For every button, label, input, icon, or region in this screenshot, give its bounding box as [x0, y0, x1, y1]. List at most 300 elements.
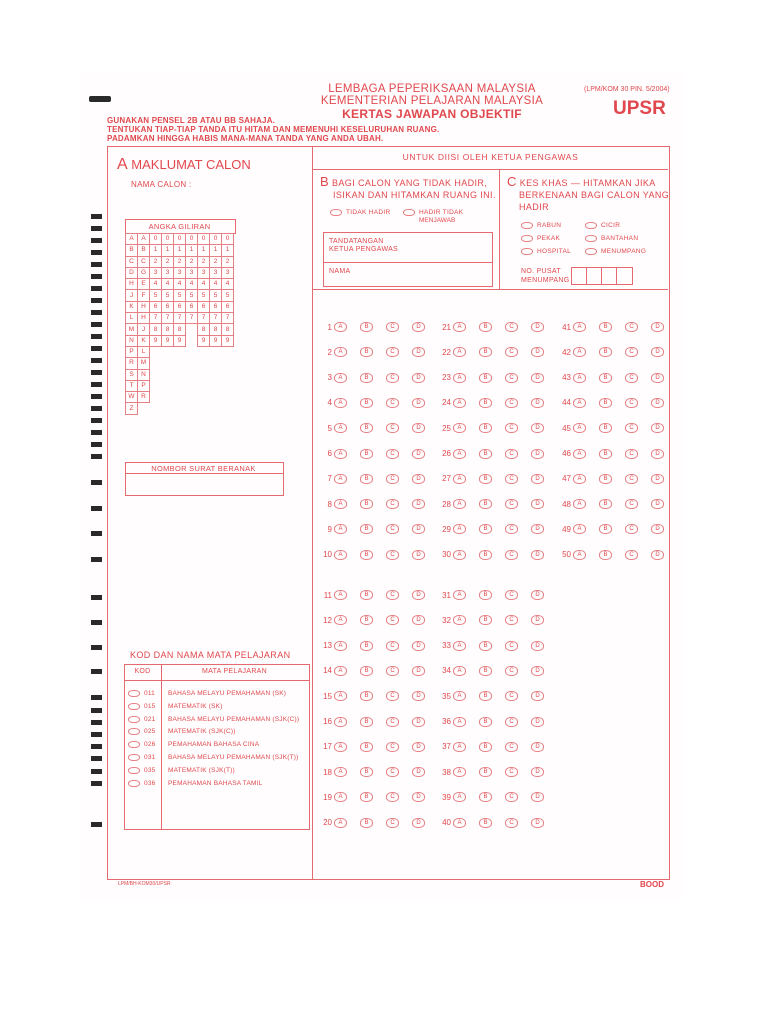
grid-cell[interactable]: 5 — [186, 290, 198, 301]
grid-cell[interactable]: 0 — [162, 234, 174, 245]
answer-bubble-c[interactable]: C — [505, 767, 518, 777]
answer-bubble-b[interactable]: B — [360, 322, 373, 332]
answer-bubble-b[interactable]: B — [599, 550, 612, 560]
answer-bubble-a[interactable]: A — [453, 347, 466, 357]
answer-bubble-b[interactable]: B — [479, 590, 492, 600]
grid-cell[interactable]: 7 — [222, 313, 234, 324]
answer-bubble-b[interactable]: B — [360, 449, 373, 459]
answer-bubble-c[interactable]: C — [386, 818, 399, 828]
answer-bubble-a[interactable]: A — [334, 767, 347, 777]
grid-cell[interactable]: 4 — [198, 279, 210, 290]
grid-cell[interactable]: 4 — [162, 279, 174, 290]
grid-cell[interactable]: F — [138, 290, 150, 301]
answer-bubble-a[interactable]: A — [334, 691, 347, 701]
answer-bubble-a[interactable]: A — [453, 818, 466, 828]
answer-bubble-c[interactable]: C — [625, 347, 638, 357]
grid-cell[interactable]: B — [138, 245, 150, 256]
answer-bubble-c[interactable]: C — [386, 691, 399, 701]
grid-cell[interactable]: W — [126, 392, 138, 403]
answer-bubble-a[interactable]: A — [334, 373, 347, 383]
grid-cell[interactable]: 2 — [174, 256, 186, 267]
answer-bubble-c[interactable]: C — [386, 641, 399, 651]
no-pusat-box[interactable] — [571, 267, 633, 285]
grid-cell[interactable]: 7 — [174, 313, 186, 324]
grid-cell[interactable]: 7 — [210, 313, 222, 324]
answer-bubble-b[interactable]: B — [479, 818, 492, 828]
answer-bubble-c[interactable]: C — [505, 398, 518, 408]
answer-bubble-d[interactable]: D — [531, 792, 544, 802]
answer-bubble-c[interactable]: C — [386, 499, 399, 509]
answer-bubble-a[interactable]: A — [453, 524, 466, 534]
answer-bubble-d[interactable]: D — [651, 373, 664, 383]
answer-bubble-a[interactable]: A — [453, 792, 466, 802]
grid-cell[interactable]: 9 — [162, 335, 174, 346]
answer-bubble-c[interactable]: C — [505, 373, 518, 383]
answer-bubble-c[interactable]: C — [386, 767, 399, 777]
option-bubble-icon[interactable] — [403, 209, 415, 216]
hadir-tidak-menjawab-option[interactable]: HADIR TIDAK — [403, 209, 463, 216]
answer-bubble-b[interactable]: B — [599, 524, 612, 534]
grid-cell[interactable]: 5 — [162, 290, 174, 301]
subject-bubble-icon[interactable] — [128, 741, 140, 748]
answer-bubble-c[interactable]: C — [386, 398, 399, 408]
subject-bubble-icon[interactable] — [128, 728, 140, 735]
grid-cell[interactable]: 6 — [210, 301, 222, 312]
answer-bubble-c[interactable]: C — [386, 792, 399, 802]
answer-bubble-b[interactable]: B — [599, 398, 612, 408]
grid-cell[interactable]: B — [126, 245, 138, 256]
answer-bubble-a[interactable]: A — [334, 550, 347, 560]
option-bubble-icon[interactable] — [585, 235, 597, 242]
answer-bubble-a[interactable]: A — [573, 449, 586, 459]
answer-bubble-a[interactable]: A — [334, 742, 347, 752]
answer-bubble-d[interactable]: D — [651, 474, 664, 484]
answer-bubble-b[interactable]: B — [479, 666, 492, 676]
answer-bubble-d[interactable]: D — [412, 423, 425, 433]
answer-bubble-a[interactable]: A — [334, 449, 347, 459]
grid-cell[interactable]: R — [126, 358, 138, 369]
answer-bubble-d[interactable]: D — [412, 499, 425, 509]
grid-cell[interactable]: 4 — [210, 279, 222, 290]
option-bubble-icon[interactable] — [521, 235, 533, 242]
grid-cell[interactable]: 4 — [186, 279, 198, 290]
answer-bubble-b[interactable]: B — [360, 398, 373, 408]
answer-bubble-d[interactable]: D — [531, 373, 544, 383]
subject-item[interactable] — [128, 767, 235, 774]
rabun-option[interactable]: RABUN — [521, 222, 561, 229]
answer-bubble-b[interactable]: B — [479, 717, 492, 727]
option-bubble-icon[interactable] — [585, 222, 597, 229]
answer-bubble-a[interactable]: A — [453, 322, 466, 332]
subject-item[interactable] — [128, 728, 236, 735]
grid-cell[interactable]: H — [138, 301, 150, 312]
answer-bubble-a[interactable]: A — [573, 474, 586, 484]
answer-bubble-b[interactable]: B — [599, 423, 612, 433]
answer-bubble-d[interactable]: D — [531, 398, 544, 408]
answer-bubble-c[interactable]: C — [386, 666, 399, 676]
answer-bubble-c[interactable]: C — [625, 524, 638, 534]
answer-bubble-d[interactable]: D — [412, 398, 425, 408]
answer-bubble-d[interactable]: D — [531, 767, 544, 777]
grid-cell[interactable]: 4 — [222, 279, 234, 290]
answer-bubble-b[interactable]: B — [599, 499, 612, 509]
answer-bubble-c[interactable]: C — [386, 742, 399, 752]
grid-cell[interactable]: 3 — [198, 267, 210, 278]
answer-bubble-d[interactable]: D — [412, 792, 425, 802]
answer-bubble-a[interactable]: A — [334, 423, 347, 433]
answer-bubble-a[interactable]: A — [334, 818, 347, 828]
answer-bubble-c[interactable]: C — [386, 615, 399, 625]
answer-bubble-d[interactable]: D — [531, 641, 544, 651]
answer-bubble-b[interactable]: B — [360, 524, 373, 534]
grid-cell[interactable]: 1 — [222, 245, 234, 256]
answer-bubble-b[interactable]: B — [479, 499, 492, 509]
answer-bubble-d[interactable]: D — [412, 641, 425, 651]
answer-bubble-a[interactable]: A — [453, 666, 466, 676]
grid-cell[interactable]: 9 — [150, 335, 162, 346]
answer-bubble-d[interactable]: D — [651, 550, 664, 560]
answer-bubble-d[interactable]: D — [531, 717, 544, 727]
answer-bubble-b[interactable]: B — [479, 550, 492, 560]
answer-bubble-d[interactable]: D — [531, 423, 544, 433]
answer-bubble-b[interactable]: B — [360, 590, 373, 600]
answer-bubble-a[interactable]: A — [573, 423, 586, 433]
grid-cell[interactable]: Z — [126, 403, 138, 414]
answer-bubble-b[interactable]: B — [360, 792, 373, 802]
grid-cell[interactable]: 6 — [186, 301, 198, 312]
answer-bubble-c[interactable]: C — [505, 590, 518, 600]
answer-bubble-d[interactable]: D — [412, 615, 425, 625]
answer-bubble-d[interactable]: D — [412, 818, 425, 828]
subject-item[interactable] — [128, 754, 299, 761]
grid-cell[interactable]: 0 — [150, 234, 162, 245]
answer-bubble-b[interactable]: B — [360, 641, 373, 651]
answer-bubble-b[interactable]: B — [479, 742, 492, 752]
grid-cell[interactable]: 8 — [210, 324, 222, 335]
grid-cell[interactable]: 7 — [186, 313, 198, 324]
grid-cell[interactable]: 2 — [222, 256, 234, 267]
grid-cell[interactable]: 0 — [210, 234, 222, 245]
answer-bubble-d[interactable]: D — [531, 524, 544, 534]
subject-bubble-icon[interactable] — [128, 780, 140, 787]
answer-bubble-d[interactable]: D — [651, 499, 664, 509]
answer-bubble-c[interactable]: C — [386, 347, 399, 357]
answer-bubble-d[interactable]: D — [531, 818, 544, 828]
grid-cell[interactable]: 5 — [150, 290, 162, 301]
answer-bubble-b[interactable]: B — [479, 398, 492, 408]
answer-bubble-c[interactable]: C — [505, 792, 518, 802]
answer-bubble-c[interactable]: C — [505, 818, 518, 828]
grid-cell[interactable]: 4 — [150, 279, 162, 290]
answer-bubble-a[interactable]: A — [453, 691, 466, 701]
answer-bubble-c[interactable]: C — [505, 666, 518, 676]
grid-cell[interactable]: L — [138, 346, 150, 357]
answer-bubble-c[interactable]: C — [386, 373, 399, 383]
cicir-option[interactable]: CICIR — [585, 222, 620, 229]
answer-bubble-d[interactable]: D — [651, 449, 664, 459]
answer-bubble-b[interactable]: B — [360, 474, 373, 484]
subject-bubble-icon[interactable] — [128, 690, 140, 697]
subject-bubble-icon[interactable] — [128, 754, 140, 761]
grid-cell[interactable]: 0 — [222, 234, 234, 245]
answer-bubble-c[interactable]: C — [505, 641, 518, 651]
answer-bubble-d[interactable]: D — [651, 347, 664, 357]
grid-cell[interactable]: 1 — [198, 245, 210, 256]
subject-bubble-icon[interactable] — [128, 716, 140, 723]
grid-cell[interactable]: 3 — [186, 267, 198, 278]
answer-bubble-d[interactable]: D — [651, 322, 664, 332]
answer-bubble-c[interactable]: C — [386, 590, 399, 600]
answer-bubble-c[interactable]: C — [505, 524, 518, 534]
answer-bubble-b[interactable]: B — [360, 423, 373, 433]
tidak-hadir-option[interactable]: TIDAK HADIR — [330, 209, 390, 216]
grid-cell[interactable]: 7 — [198, 313, 210, 324]
subject-bubble-icon[interactable] — [128, 767, 140, 774]
answer-bubble-b[interactable]: B — [599, 322, 612, 332]
grid-cell[interactable]: C — [126, 256, 138, 267]
answer-bubble-d[interactable]: D — [531, 474, 544, 484]
subject-bubble-icon[interactable] — [128, 703, 140, 710]
answer-bubble-c[interactable]: C — [505, 550, 518, 560]
answer-bubble-a[interactable]: A — [453, 641, 466, 651]
grid-cell[interactable]: L — [126, 313, 138, 324]
answer-bubble-b[interactable]: B — [360, 717, 373, 727]
subject-item[interactable] — [128, 703, 223, 710]
answer-bubble-b[interactable]: B — [360, 373, 373, 383]
grid-cell[interactable]: E — [138, 279, 150, 290]
answer-bubble-c[interactable]: C — [625, 550, 638, 560]
grid-cell[interactable]: 1 — [186, 245, 198, 256]
answer-bubble-d[interactable]: D — [651, 524, 664, 534]
answer-bubble-c[interactable]: C — [505, 742, 518, 752]
answer-bubble-a[interactable]: A — [453, 550, 466, 560]
answer-bubble-d[interactable]: D — [531, 590, 544, 600]
answer-bubble-b[interactable]: B — [479, 641, 492, 651]
answer-bubble-c[interactable]: C — [505, 423, 518, 433]
answer-bubble-a[interactable]: A — [334, 717, 347, 727]
grid-cell[interactable]: 2 — [186, 256, 198, 267]
answer-bubble-c[interactable]: C — [505, 347, 518, 357]
answer-bubble-b[interactable]: B — [360, 742, 373, 752]
answer-bubble-c[interactable]: C — [386, 322, 399, 332]
grid-cell[interactable]: 2 — [162, 256, 174, 267]
grid-cell[interactable]: P — [126, 346, 138, 357]
answer-bubble-b[interactable]: B — [360, 818, 373, 828]
grid-cell[interactable]: 6 — [150, 301, 162, 312]
answer-bubble-a[interactable]: A — [334, 524, 347, 534]
grid-cell[interactable]: 5 — [210, 290, 222, 301]
grid-cell[interactable]: 1 — [174, 245, 186, 256]
grid-cell[interactable]: 0 — [198, 234, 210, 245]
grid-cell[interactable]: 2 — [210, 256, 222, 267]
grid-cell[interactable]: N — [138, 369, 150, 380]
answer-bubble-a[interactable]: A — [334, 666, 347, 676]
answer-bubble-d[interactable]: D — [651, 398, 664, 408]
answer-bubble-d[interactable]: D — [412, 742, 425, 752]
answer-bubble-b[interactable]: B — [599, 449, 612, 459]
grid-cell[interactable]: R — [138, 392, 150, 403]
grid-cell[interactable]: 3 — [162, 267, 174, 278]
grid-cell[interactable]: 8 — [174, 324, 186, 335]
option-bubble-icon[interactable] — [521, 248, 533, 255]
grid-cell[interactable]: 2 — [150, 256, 162, 267]
answer-bubble-b[interactable]: B — [360, 499, 373, 509]
answer-bubble-a[interactable]: A — [453, 449, 466, 459]
answer-bubble-c[interactable]: C — [386, 449, 399, 459]
answer-bubble-d[interactable]: D — [412, 524, 425, 534]
answer-bubble-c[interactable]: C — [625, 322, 638, 332]
answer-bubble-c[interactable]: C — [505, 615, 518, 625]
answer-bubble-b[interactable]: B — [599, 474, 612, 484]
answer-bubble-c[interactable]: C — [505, 691, 518, 701]
answer-bubble-c[interactable]: C — [625, 474, 638, 484]
answer-bubble-a[interactable]: A — [453, 717, 466, 727]
answer-bubble-a[interactable]: A — [334, 398, 347, 408]
subject-item[interactable] — [128, 716, 299, 723]
answer-bubble-a[interactable]: A — [453, 615, 466, 625]
answer-bubble-d[interactable]: D — [412, 373, 425, 383]
answer-bubble-a[interactable]: A — [334, 347, 347, 357]
answer-bubble-a[interactable]: A — [334, 792, 347, 802]
answer-bubble-a[interactable]: A — [334, 322, 347, 332]
grid-cell[interactable]: 7 — [150, 313, 162, 324]
answer-bubble-d[interactable]: D — [531, 499, 544, 509]
answer-bubble-a[interactable]: A — [334, 474, 347, 484]
grid-cell[interactable]: 8 — [162, 324, 174, 335]
answer-bubble-c[interactable]: C — [625, 373, 638, 383]
grid-cell[interactable]: S — [126, 369, 138, 380]
grid-cell[interactable]: 3 — [150, 267, 162, 278]
answer-bubble-d[interactable]: D — [412, 717, 425, 727]
answer-bubble-d[interactable]: D — [531, 691, 544, 701]
subject-item[interactable] — [128, 690, 286, 697]
answer-bubble-d[interactable]: D — [412, 550, 425, 560]
answer-bubble-d[interactable]: D — [412, 347, 425, 357]
grid-cell[interactable]: A — [126, 234, 138, 245]
answer-bubble-c[interactable]: C — [625, 423, 638, 433]
answer-bubble-b[interactable]: B — [479, 373, 492, 383]
answer-bubble-b[interactable]: B — [479, 792, 492, 802]
grid-cell[interactable]: H — [138, 313, 150, 324]
answer-bubble-a[interactable]: A — [453, 742, 466, 752]
answer-bubble-a[interactable]: A — [453, 499, 466, 509]
grid-cell[interactable]: M — [138, 358, 150, 369]
grid-cell[interactable]: 6 — [162, 301, 174, 312]
answer-bubble-b[interactable]: B — [360, 666, 373, 676]
answer-bubble-b[interactable]: B — [479, 524, 492, 534]
answer-bubble-a[interactable]: A — [453, 398, 466, 408]
grid-cell[interactable]: K — [138, 335, 150, 346]
answer-bubble-d[interactable]: D — [412, 449, 425, 459]
answer-bubble-d[interactable]: D — [531, 666, 544, 676]
answer-bubble-b[interactable]: B — [479, 474, 492, 484]
answer-bubble-c[interactable]: C — [505, 449, 518, 459]
answer-bubble-c[interactable]: C — [386, 524, 399, 534]
option-bubble-icon[interactable] — [330, 209, 342, 216]
answer-bubble-a[interactable]: A — [453, 767, 466, 777]
answer-bubble-d[interactable]: D — [412, 666, 425, 676]
answer-bubble-a[interactable]: A — [334, 590, 347, 600]
answer-bubble-d[interactable]: D — [531, 742, 544, 752]
answer-bubble-d[interactable]: D — [651, 423, 664, 433]
option-bubble-icon[interactable] — [585, 248, 597, 255]
answer-bubble-b[interactable]: B — [479, 691, 492, 701]
answer-bubble-d[interactable]: D — [412, 474, 425, 484]
hospital-option[interactable]: HOSPITAL — [521, 248, 571, 255]
answer-bubble-c[interactable]: C — [386, 423, 399, 433]
grid-cell[interactable]: 6 — [222, 301, 234, 312]
answer-bubble-d[interactable]: D — [531, 322, 544, 332]
answer-bubble-c[interactable]: C — [505, 322, 518, 332]
answer-bubble-a[interactable]: A — [453, 423, 466, 433]
bantahan-option[interactable]: BANTAHAN — [585, 235, 638, 242]
answer-bubble-c[interactable]: C — [386, 550, 399, 560]
grid-cell[interactable]: A — [138, 234, 150, 245]
grid-cell[interactable]: 3 — [222, 267, 234, 278]
answer-bubble-a[interactable]: A — [334, 641, 347, 651]
answer-bubble-c[interactable]: C — [625, 398, 638, 408]
answer-bubble-b[interactable]: B — [360, 550, 373, 560]
grid-cell[interactable]: 9 — [174, 335, 186, 346]
grid-cell[interactable]: 6 — [198, 301, 210, 312]
answer-bubble-c[interactable]: C — [386, 474, 399, 484]
menumpang-option[interactable]: MENUMPANG — [585, 248, 646, 255]
grid-cell[interactable]: T — [126, 380, 138, 391]
answer-bubble-a[interactable]: A — [573, 398, 586, 408]
option-bubble-icon[interactable] — [521, 222, 533, 229]
answer-bubble-b[interactable]: B — [599, 373, 612, 383]
answer-bubble-b[interactable]: B — [599, 347, 612, 357]
answer-bubble-d[interactable]: D — [531, 449, 544, 459]
answer-bubble-d[interactable]: D — [412, 322, 425, 332]
grid-cell[interactable]: 8 — [150, 324, 162, 335]
grid-cell[interactable]: 1 — [162, 245, 174, 256]
answer-bubble-b[interactable]: B — [479, 615, 492, 625]
grid-cell[interactable]: 1 — [150, 245, 162, 256]
answer-bubble-d[interactable]: D — [412, 767, 425, 777]
answer-bubble-a[interactable]: A — [453, 474, 466, 484]
answer-bubble-a[interactable]: A — [573, 524, 586, 534]
grid-cell[interactable]: 8 — [198, 324, 210, 335]
answer-bubble-d[interactable]: D — [531, 550, 544, 560]
answer-bubble-c[interactable]: C — [625, 449, 638, 459]
grid-cell[interactable]: 2 — [198, 256, 210, 267]
grid-cell[interactable]: 9 — [198, 335, 210, 346]
grid-cell[interactable]: N — [126, 335, 138, 346]
answer-bubble-b[interactable]: B — [360, 691, 373, 701]
grid-cell[interactable]: 4 — [174, 279, 186, 290]
answer-bubble-c[interactable]: C — [625, 499, 638, 509]
answer-bubble-b[interactable]: B — [479, 322, 492, 332]
answer-bubble-d[interactable]: D — [531, 615, 544, 625]
grid-cell[interactable]: 5 — [198, 290, 210, 301]
answer-bubble-a[interactable]: A — [573, 499, 586, 509]
grid-cell[interactable]: 5 — [222, 290, 234, 301]
subject-item[interactable] — [128, 741, 259, 748]
answer-bubble-a[interactable]: A — [573, 550, 586, 560]
grid-cell[interactable]: J — [126, 290, 138, 301]
answer-bubble-c[interactable]: C — [386, 717, 399, 727]
answer-bubble-b[interactable]: B — [360, 615, 373, 625]
pekak-option[interactable]: PEKAK — [521, 235, 560, 242]
grid-cell[interactable]: 1 — [210, 245, 222, 256]
grid-cell[interactable]: G — [138, 267, 150, 278]
answer-bubble-d[interactable]: D — [412, 691, 425, 701]
answer-bubble-c[interactable]: C — [505, 499, 518, 509]
answer-bubble-b[interactable]: B — [360, 347, 373, 357]
answer-bubble-b[interactable]: B — [479, 347, 492, 357]
answer-bubble-c[interactable]: C — [505, 474, 518, 484]
